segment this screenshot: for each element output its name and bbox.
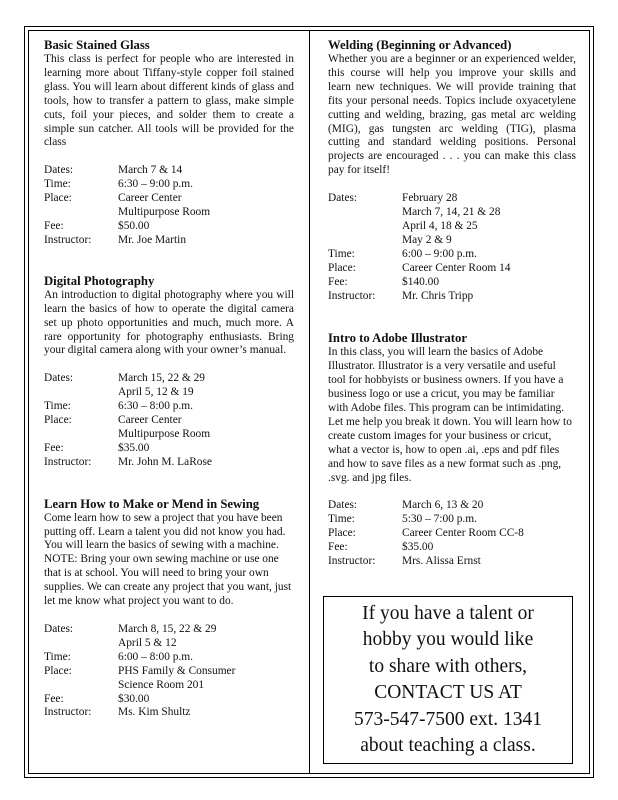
dates-value: [402, 192, 576, 248]
date-line: March 6, 13 & 20: [402, 499, 484, 512]
time-value: 6:30 – 9:00 p.m.: [118, 178, 193, 191]
instructor-label: Instructor:: [44, 706, 92, 719]
time-label: Time:: [44, 178, 71, 191]
course-stained-glass: [44, 38, 294, 248]
course-details: [44, 164, 294, 247]
callout-line: If you have a talent or: [362, 603, 534, 624]
date-line: May 2 & 9: [402, 233, 452, 246]
course-description: An introduction to digital photography where you will learn the basics of how to operate the digital camera set up photo opportunities and much, much more. A rare opportunity for photography enthusiasts. Bring your digital camera along with your owner’s manual.: [44, 288, 294, 357]
course-title: Learn How to Make or Mend in Sewing: [44, 496, 260, 511]
fee-row: [328, 541, 576, 555]
instructor-label: Instructor:: [328, 289, 376, 302]
course-title: Welding (Beginning or Advanced): [328, 38, 512, 52]
instructor-value: Mr. Chris Tripp: [402, 289, 474, 302]
fee-row: [44, 693, 294, 707]
date-line: April 5, 12 & 19: [118, 386, 194, 399]
course-sewing: [44, 497, 294, 721]
course-description: This class is perfect for people who are interested in learning more about Tiffany-style copper foil stained glass. You will learn about different kinds of glass and tools, how to transfer a pattern to glass, make simple cuts, foil your pieces, and solder them to create a simple sun catcher. All tools will be provided for the class: [44, 53, 294, 149]
fee-value: $30.00: [118, 692, 150, 705]
dates-row: [328, 499, 576, 513]
date-line: February 28: [402, 192, 458, 205]
fee-row: [328, 276, 576, 290]
place-line: Science Room 201: [118, 678, 205, 691]
place-label: Place:: [328, 261, 356, 274]
dates-label: Dates:: [328, 499, 358, 512]
date-line: March 7, 14, 21 & 28: [402, 206, 501, 219]
time-label: Time:: [44, 400, 71, 413]
course-description: In this class, you will learn the basics of Adobe Illustrator. Illustrator is a very versatile and useful tool for hobbyists or business owners. If you have a business logo or use a cricut, you may be familiar with Adobe files. This program can be intimidating. Let me help you break it down. You will learn how to create custom images for your business or cricut, what a vector is, how to open .ai, .eps and pdf files and how to save files as a new format such as .png, .svg. and jpg files.: [328, 346, 572, 484]
instructor-row: [328, 290, 576, 304]
fee-value: $140.00: [402, 275, 440, 288]
place-label: Place:: [328, 527, 356, 540]
place-row: [44, 192, 294, 220]
dates-value: [402, 499, 576, 513]
time-value: 6:30 – 8:00 p.m.: [118, 400, 193, 413]
instructor-row: [44, 456, 294, 470]
dates-label: Dates:: [328, 192, 358, 205]
time-row: [44, 400, 294, 414]
time-value: 6:00 – 9:00 p.m.: [402, 247, 477, 260]
contact-callout-box: [323, 596, 573, 764]
place-line: Multipurpose Room: [118, 206, 211, 219]
place-line: Career Center Room 14: [402, 261, 511, 274]
course-details: [44, 372, 294, 469]
place-label: Place:: [44, 192, 72, 205]
time-label: Time:: [328, 247, 355, 260]
course-title: Intro to Adobe Illustrator: [328, 331, 467, 346]
time-label: Time:: [328, 513, 355, 526]
course-title: Basic Stained Glass: [44, 38, 150, 52]
time-label: Time:: [44, 650, 71, 663]
place-value: [402, 262, 576, 276]
dates-row: [44, 372, 294, 400]
fee-row: [44, 220, 294, 234]
course-welding: [328, 38, 576, 303]
place-label: Place:: [44, 414, 72, 427]
place-value: [118, 192, 294, 220]
course-details: [328, 499, 576, 569]
time-value: 6:00 – 8:00 p.m.: [118, 650, 193, 663]
dates-value: [118, 164, 294, 178]
time-row: [44, 651, 294, 665]
place-row: [328, 262, 576, 276]
place-line: Career Center: [118, 192, 182, 205]
place-label: Place:: [44, 664, 72, 677]
place-row: [44, 414, 294, 442]
dates-label: Dates:: [44, 623, 74, 635]
dates-value: [118, 623, 294, 651]
fee-value: $35.00: [402, 541, 434, 554]
date-line: March 15, 22 & 29: [118, 372, 205, 385]
dates-row: [44, 164, 294, 178]
instructor-value: Mrs. Alissa Ernst: [402, 555, 481, 568]
left-column: [44, 38, 294, 720]
fee-label: Fee:: [44, 692, 64, 705]
instructor-row: [44, 234, 294, 248]
instructor-label: Instructor:: [44, 455, 92, 468]
dates-row: [44, 623, 294, 651]
fee-label: Fee:: [44, 441, 64, 454]
dates-label: Dates:: [44, 372, 74, 385]
instructor-value: Mr. Joe Martin: [118, 233, 187, 246]
place-value: [402, 527, 576, 541]
course-description: Whether you are a beginner or an experienced welder, this course will help you improve your skills and learn new techniques. We will provide training that fits your personal needs. Topics include oxyacetylene cutting and welding, brazing, gas metal arc welding (MIG), gas tungsten arc welding (TIG), plasma cutting and standard welding positions. Personal projects are encouraged . . . you can make this class pay for itself!: [328, 53, 576, 177]
callout-phone: 573-547-7500 ext. 1341: [354, 708, 542, 730]
course-description: Come learn how to sew a project that you have been putting off. Learn a talent you did not know you had. You will learn the basics of sewing with a machine. NOTE: Bring your own sewing machine or use one that is at school. You will need to bring your own supplies. We can create any project that you want, just let me know what project you want to do.: [44, 511, 292, 608]
place-line: PHS Family & Consumer: [118, 664, 236, 677]
place-line: Career Center Room CC-8: [402, 527, 524, 540]
fee-label: Fee:: [328, 541, 348, 554]
course-details: [44, 623, 294, 720]
date-line: March 8, 15, 22 & 29: [118, 623, 217, 635]
callout-line: about teaching a class.: [360, 735, 536, 757]
course-details: [328, 192, 576, 303]
place-value: [118, 665, 294, 693]
instructor-row: [328, 555, 576, 569]
date-line: April 4, 18 & 25: [402, 219, 478, 232]
place-line: Career Center: [118, 414, 182, 427]
column-divider: [309, 30, 310, 774]
instructor-row: [44, 706, 294, 720]
place-line: Multipurpose Room: [118, 427, 211, 440]
date-line: April 5 & 12: [118, 636, 177, 649]
fee-row: [44, 442, 294, 456]
dates-label: Dates:: [44, 164, 74, 177]
fee-label: Fee:: [44, 219, 64, 232]
right-column: [328, 38, 576, 569]
callout-line: CONTACT US AT: [374, 682, 522, 704]
instructor-label: Instructor:: [44, 233, 92, 246]
time-row: [44, 178, 294, 192]
callout-line: hobby you would like: [362, 629, 534, 651]
fee-value: $50.00: [118, 219, 150, 232]
place-value: [118, 414, 294, 442]
instructor-value: Ms. Kim Shultz: [118, 706, 191, 719]
dates-row: [328, 192, 576, 248]
fee-value: $35.00: [118, 441, 150, 454]
time-row: [328, 513, 576, 527]
fee-label: Fee:: [328, 275, 348, 288]
place-row: [44, 665, 294, 693]
instructor-label: Instructor:: [328, 555, 376, 568]
course-title: Digital Photography: [44, 273, 155, 288]
callout-line: to share with others,: [368, 655, 528, 677]
instructor-value: Mr. John M. LaRose: [118, 455, 212, 468]
place-row: [328, 527, 576, 541]
date-line: March 7 & 14: [118, 164, 183, 177]
course-digital-photography: [44, 274, 294, 470]
time-row: [328, 248, 576, 262]
course-illustrator: [328, 331, 576, 569]
time-value: 5:30 – 7:00 p.m.: [402, 513, 477, 526]
dates-value: [118, 372, 294, 400]
